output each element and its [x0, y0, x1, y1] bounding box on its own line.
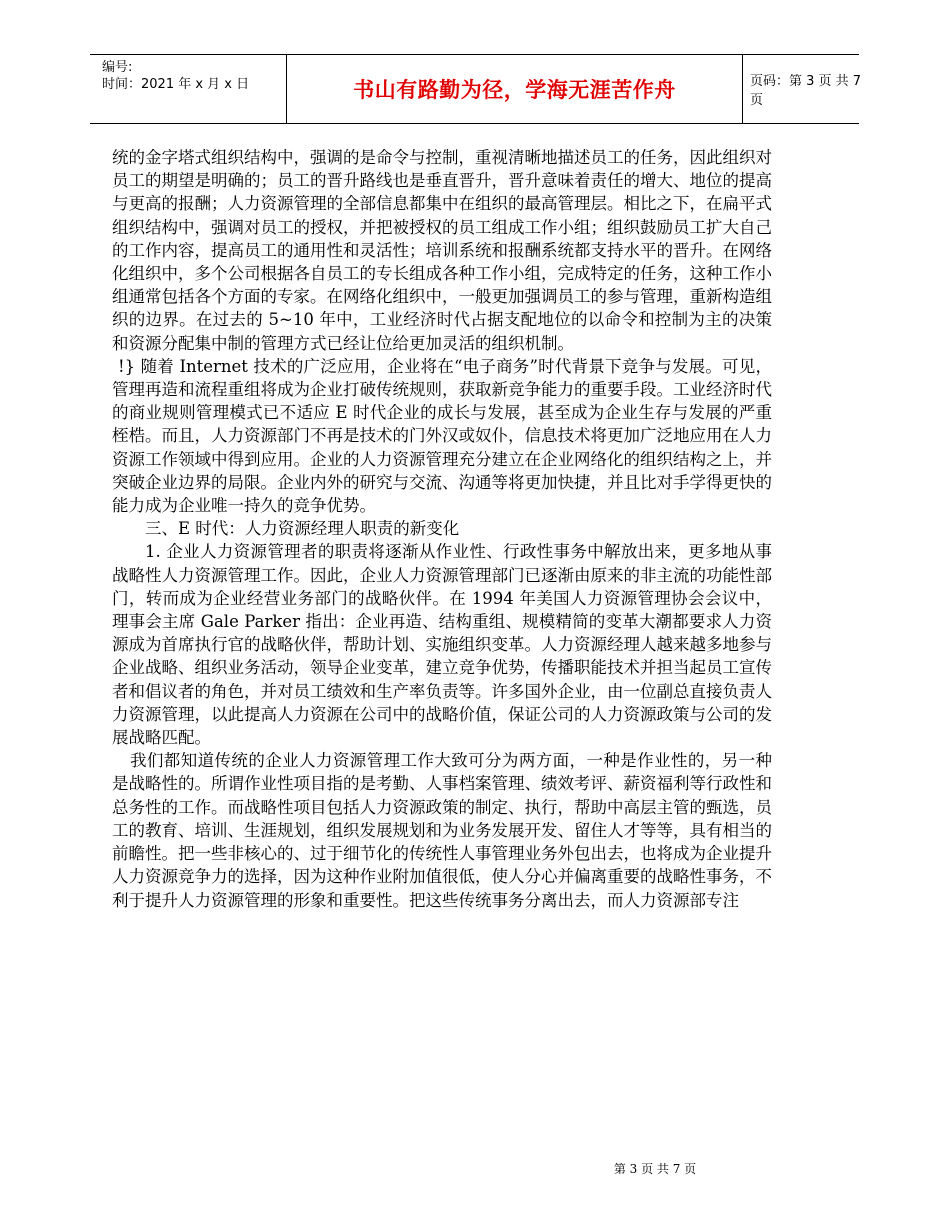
document-body: [112, 146, 772, 912]
document-date-label: 时间：2021 年 x 月 x 日: [102, 77, 250, 92]
body-paragraph: 统的金字塔式组织结构中，强调的是命令与控制，重视清晰地描述员工的任务，因此组织对员工的期望是明确的；员工的晋升路线也是垂直晋升，晋升意味着责任的增大、地位的提高与更高的报酬；人力资源管理的全部信息都集中在组织的最高管理层。相比之下，在扁平式组织结构中，强调对员工的授权，并把被授权的员工组成工作小组；组织鼓励员工扩大自己的工作内容，提高员工的通用性和灵活性；培训系统和报酬系统都支持水平的晋升。在网络化组织中，多个公司根据各自员工的专长组成各种工作小组，完成特定的任务，这种工作小组通常包括各个方面的专家。在网络化组织中，一般更加强调员工的参与管理，重新构造组织的边界。在过去的 5~10 年中，工业经济时代占据支配地位的以命令和控制为主的决策和资源分配集中制的管理方式已经让位给更加灵活的组织机制。: [112, 148, 772, 353]
section-heading: 三、E 时代：人力资源经理人职责的新变化: [145, 519, 460, 539]
footer-page-number: 第 3 页 共 7 页: [613, 1162, 697, 1176]
body-paragraph: 我们都知道传统的企业人力资源管理工作大致可分为两方面，一种是作业性的，另一种是战略性的。所谓作业性项目指的是考勤、人事档案管理、绩效考评、薪资福利等行政性和总务性的工作。而战略性项目包括人力资源政策的制定、执行，帮助中高层主管的甄选，员工的教育、培训、生涯规划，组织发展规划和为业务发展开发、留住人才等等，具有相当的前瞻性。把一些非核心的、过于细节化的传统性人事管理业务外包出去，也将成为企业提升人力资源竞争力的选择，因为这种作业附加值很低，使人分心并偏离重要的战略性事务，不利于提升人力资源管理的形象和重要性。把这些传统事务分离出去，而人力资源部专注: [112, 751, 772, 910]
document-number-label: 编号:: [102, 60, 133, 75]
page-footer: [0, 1160, 950, 1177]
body-paragraph: 1. 企业人力资源管理者的职责将逐渐从作业性、行政性事务中解放出来，更多地从事战略性人力资源管理工作。因此，企业人力资源管理部门已逐渐由原来的非主流的功能性部门，转而成为企业经营业务部门的战略伙伴。在 1994 年美国人力资源管理协会会议中，理事会主席 Gale Parker 指出：企业再造、结构重组、规模精简的变革大潮都要求人力资源成为首席执行官的战略伙伴，帮助计划、实施组织变革。人力资源经理人越来越多地参与企业战略、组织业务活动，领导企业变革，建立竞争优势，传播职能技术并担当起员工宣传者和倡议者的角色，并对员工绩效和生产率负责等。许多国外企业，由一位副总直接负责人力资源管理，以此提高人力资源在公司中的战略价值，保证公司的人力资源政策与公司的发展战略匹配。: [112, 542, 772, 748]
body-paragraph: !} 随着 Internet 技术的广泛应用，企业将在“电子商务”时代背景下竞争与发展。可见，管理再造和流程重组将成为企业打破传统规则，获取新竞争能力的重要手段。工业经济时代的商业规则管理模式已不适应 E 时代企业的成长与发展，甚至成为企业生存与发展的严重桎梏。而且，人力资源部门不再是技术的门外汉或奴仆，信息技术将更加广泛地应用在人力资源工作领域中得到应用。企业的人力资源管理充分建立在企业网络化的组织结构之上，并突破企业边界的局限。企业内外的研究与交流、沟通等将更加快捷，并且比对手学得更快的能力成为企业唯一持久的竞争优势。: [112, 356, 772, 516]
header-motto: 书山有路勤为径，学海无涯苦作舟: [286, 55, 743, 123]
header-meta: [90, 55, 286, 123]
header-page-info: 页码：第 3 页 共 7 页: [750, 74, 862, 108]
page-header: [90, 54, 862, 124]
